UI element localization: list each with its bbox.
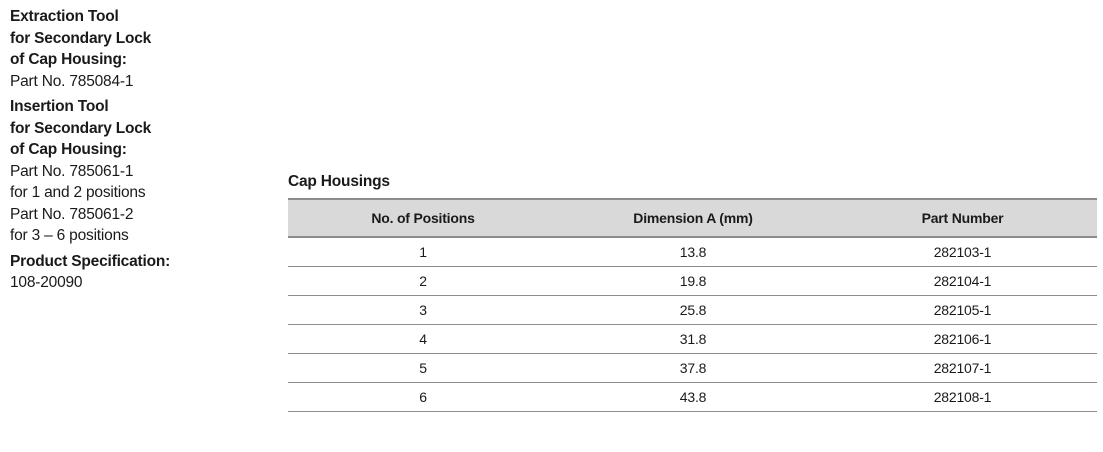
product-specification-info (10, 251, 250, 294)
extraction-tool-heading-line: Extraction Tool (10, 8, 119, 25)
insertion-tool-heading-line: for Secondary Lock (10, 119, 152, 137)
header-row (288, 199, 1097, 237)
cell-dimension: 25.8 (558, 296, 828, 325)
table-row (288, 267, 1097, 296)
cell-dimension: 43.8 (558, 383, 828, 412)
tool-info-sidebar (10, 6, 250, 298)
header-dimension-a: Dimension A (mm) (558, 199, 828, 237)
cell-dimension: 13.8 (558, 237, 828, 267)
cell-positions: 1 (288, 237, 558, 267)
extraction-tool-heading-line: of Cap Housing: (10, 51, 127, 68)
insertion-tool-info (10, 96, 250, 247)
extraction-tool-part-number: Part No. 785084-1 (10, 72, 134, 90)
cell-positions: 4 (288, 325, 558, 354)
insertion-tool-part-number: Part No. 785061-2 (10, 205, 134, 223)
cell-part-number: 282103-1 (828, 237, 1097, 267)
product-specification-heading: Product Specification: (10, 252, 171, 270)
insertion-tool-part-number: Part No. 785061-1 (10, 162, 134, 180)
cell-positions: 5 (288, 354, 558, 383)
header-no-of-positions: No. of Positions (288, 199, 558, 237)
table-row (288, 237, 1097, 267)
table-row (288, 383, 1097, 412)
cell-part-number: 282106-1 (828, 325, 1097, 354)
cell-dimension: 31.8 (558, 325, 828, 354)
product-specification-number: 108-20090 (10, 274, 83, 291)
extraction-tool-info (10, 6, 250, 92)
cell-part-number: 282104-1 (828, 267, 1097, 296)
cell-positions: 3 (288, 296, 558, 325)
table-row (288, 325, 1097, 354)
cell-positions: 2 (288, 267, 558, 296)
insertion-tool-part-note: for 1 and 2 positions (10, 184, 146, 201)
cell-part-number: 282107-1 (828, 354, 1097, 383)
header-part-number: Part Number (828, 199, 1097, 237)
cell-dimension: 19.8 (558, 267, 828, 296)
insertion-tool-heading-line: Insertion Tool (10, 98, 109, 115)
insertion-tool-part-note: for 3 – 6 positions (10, 227, 129, 244)
table-row (288, 354, 1097, 383)
extraction-tool-heading-line: for Secondary Lock (10, 29, 152, 47)
cell-part-number: 282105-1 (828, 296, 1097, 325)
cell-part-number: 282108-1 (828, 383, 1097, 412)
insertion-tool-heading-line: of Cap Housing: (10, 141, 127, 158)
table-header (288, 199, 1097, 237)
cell-positions: 6 (288, 383, 558, 412)
table-title: Cap Housings (288, 173, 390, 190)
cell-dimension: 37.8 (558, 354, 828, 383)
table-row (288, 296, 1097, 325)
cap-housings-table (288, 198, 1097, 412)
cap-housings-section (288, 172, 1097, 412)
table-body (288, 237, 1097, 412)
